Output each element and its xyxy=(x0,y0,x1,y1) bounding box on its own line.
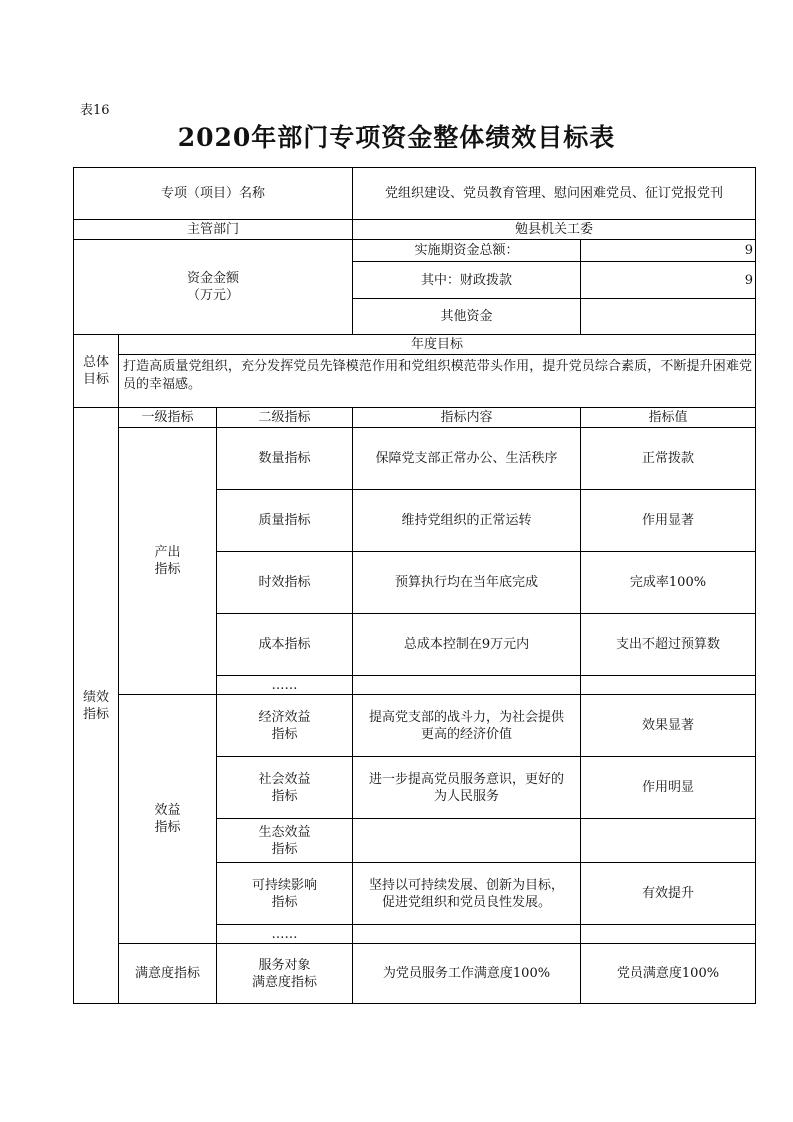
funds-label-line1: 资金金额 xyxy=(186,271,239,286)
output-row-content: 维持党组织的正常运转 xyxy=(352,489,581,552)
benefit-row-value: 效果显著 xyxy=(580,694,756,757)
header-value: 指标值 xyxy=(580,407,756,428)
benefit-row-l2 xyxy=(216,756,353,819)
output-row-l2: …… xyxy=(216,675,353,695)
funds-other-label: 其他资金 xyxy=(352,298,581,335)
annual-goal-text: 打造高质量党组织，充分发挥党员先锋模范作用和党组织模范带头作用，提升党员综合素质，不断提升困难党员的幸福感。 xyxy=(118,354,756,408)
benefit-l2-line1: 可持续影响 xyxy=(251,877,317,893)
benefit-row-l2 xyxy=(216,818,353,863)
benefit-row-l2: …… xyxy=(216,924,353,944)
benefit-content-line1: 进一步提高党员服务意识，更好的 xyxy=(368,771,564,787)
output-row-value: 完成率100% xyxy=(580,551,756,614)
funds-total-value: 9 xyxy=(580,239,756,262)
output-row-l2: 数量指标 xyxy=(216,427,353,490)
dept-value: 勉县机关工委 xyxy=(352,219,756,240)
funds-label-line2: （万元） xyxy=(186,288,239,303)
output-row-value xyxy=(580,675,756,695)
benefit-l2-line2: 指标 xyxy=(271,841,298,857)
benefit-row-content xyxy=(352,924,581,944)
performance-indicators-label-line2: 指标 xyxy=(82,706,109,722)
overall-goal-label xyxy=(73,334,119,408)
benefit-row-l2 xyxy=(216,862,353,925)
satisfaction-l2-line1: 服务对象 xyxy=(258,957,311,973)
output-row-content: 预算执行均在当年底完成 xyxy=(352,551,581,614)
project-name-value: 党组织建设、党员教育管理、慰问困难党员、征订党报党刊 xyxy=(352,167,756,220)
satisfaction-value: 党员满意度100% xyxy=(580,943,756,1004)
output-indicators-label xyxy=(118,427,217,695)
funds-fiscal-value: 9 xyxy=(580,261,756,299)
output-indicators-line1: 产出 xyxy=(154,545,181,560)
satisfaction-l2 xyxy=(216,943,353,1004)
output-row-content xyxy=(352,675,581,695)
benefit-indicators-line2: 指标 xyxy=(154,820,181,835)
funds-fiscal-label: 其中：财政拨款 xyxy=(352,261,581,299)
benefit-l2-line1: 经济效益 xyxy=(258,709,311,725)
project-name-label: 专项（项目）名称 xyxy=(73,167,353,220)
benefit-content-line2: 为人民服务 xyxy=(433,788,499,804)
benefit-l2-line1: 生态效益 xyxy=(258,824,311,840)
satisfaction-indicators-label: 满意度指标 xyxy=(118,943,217,1004)
benefit-content-line2: 更高的经济价值 xyxy=(420,726,512,742)
output-row-value: 作用显著 xyxy=(580,489,756,552)
overall-goal-label-line2: 目标 xyxy=(82,372,109,387)
satisfaction-content: 为党员服务工作满意度100% xyxy=(352,943,581,1004)
benefit-content-line1: 提高党支部的战斗力，为社会提供 xyxy=(368,709,564,725)
benefit-l2-line2: 指标 xyxy=(271,726,298,742)
benefit-content-line1: 坚持以可持续发展、创新为目标， xyxy=(368,877,564,893)
output-row-content: 总成本控制在9万元内 xyxy=(352,613,581,676)
benefit-row-l2 xyxy=(216,694,353,757)
benefit-l2-line2: 指标 xyxy=(271,894,298,910)
benefit-row-value xyxy=(580,818,756,863)
funds-other-value xyxy=(580,298,756,335)
benefit-row-value: 作用明显 xyxy=(580,756,756,819)
funds-label xyxy=(73,239,353,335)
output-row-l2: 质量指标 xyxy=(216,489,353,552)
benefit-indicators-label xyxy=(118,694,217,944)
output-indicators-line2: 指标 xyxy=(154,562,181,577)
performance-indicators-label xyxy=(73,407,119,1004)
satisfaction-l2-line2: 满意度指标 xyxy=(251,974,317,990)
performance-indicators-label-line1: 绩效 xyxy=(82,689,109,705)
dept-label: 主管部门 xyxy=(73,219,353,240)
benefit-l2-line2: 指标 xyxy=(271,788,298,804)
page-title: 2020年部门专项资金整体绩效目标表 xyxy=(177,123,616,152)
output-row-l2: 时效指标 xyxy=(216,551,353,614)
benefit-row-content xyxy=(352,756,581,819)
table-number: 表16 xyxy=(80,103,110,118)
benefit-content-line2: 促进党组织和党员良性发展。 xyxy=(381,894,551,910)
output-row-value: 支出不超过预算数 xyxy=(580,613,756,676)
benefit-row-content xyxy=(352,862,581,925)
header-level2: 二级指标 xyxy=(216,407,353,428)
benefit-row-value: 有效提升 xyxy=(580,862,756,925)
funds-total-label: 实施期资金总额： xyxy=(352,239,581,262)
benefit-row-content xyxy=(352,694,581,757)
annual-goal-header: 年度目标 xyxy=(118,334,756,355)
header-content: 指标内容 xyxy=(352,407,581,428)
output-row-l2: 成本指标 xyxy=(216,613,353,676)
overall-goal-label-line1: 总体 xyxy=(82,355,109,370)
benefit-indicators-line1: 效益 xyxy=(154,803,181,818)
output-row-content: 保障党支部正常办公、生活秩序 xyxy=(352,427,581,490)
output-row-value: 正常拨款 xyxy=(580,427,756,490)
benefit-row-value xyxy=(580,924,756,944)
benefit-l2-line1: 社会效益 xyxy=(258,771,311,787)
benefit-row-content xyxy=(352,818,581,863)
header-level1: 一级指标 xyxy=(118,407,217,428)
